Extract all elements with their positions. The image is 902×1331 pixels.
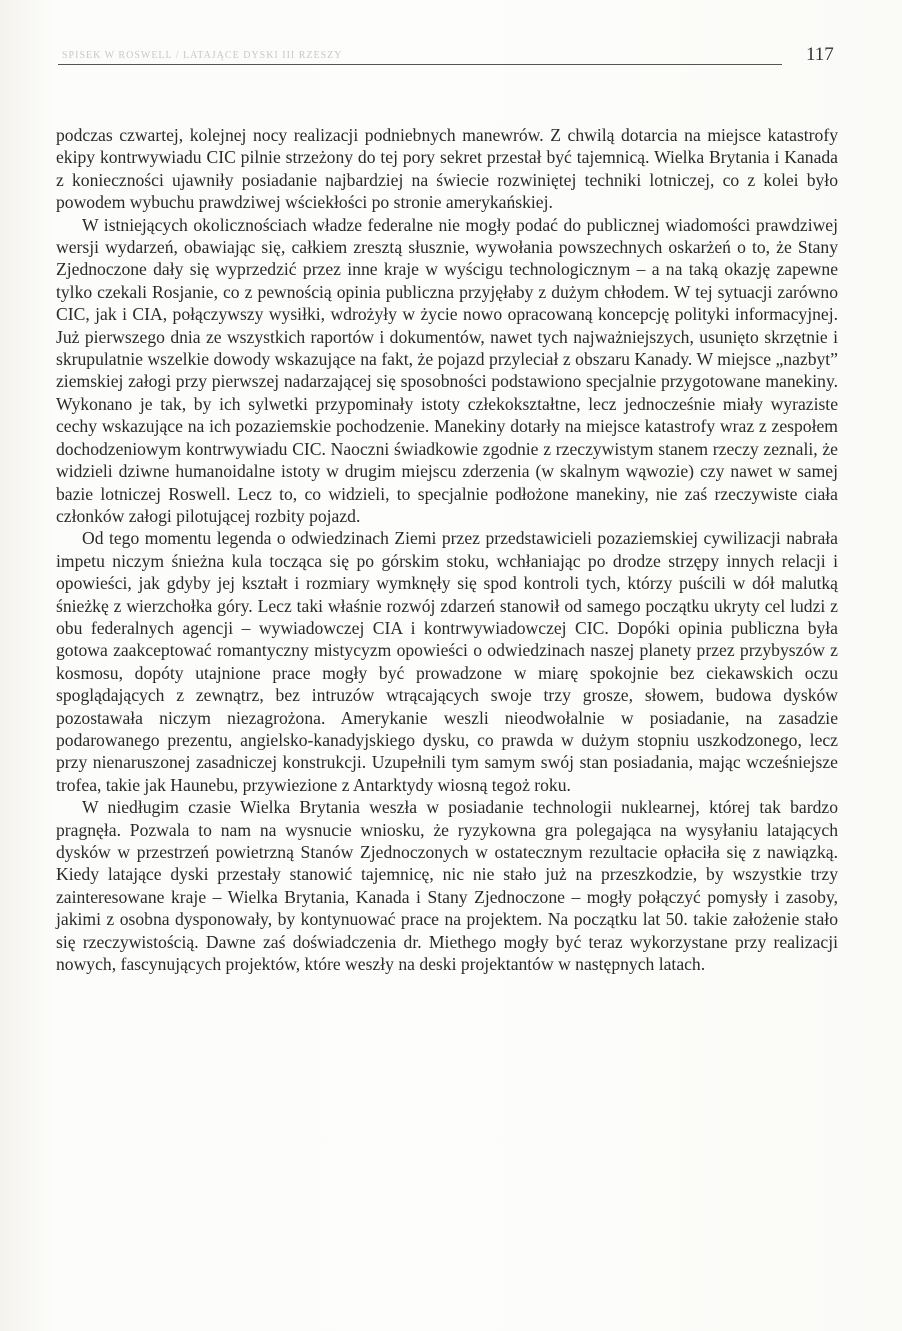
header-rule [58, 64, 782, 65]
paragraph-3: Od tego momentu legenda o odwiedzinach Ziemi przez przedstawicieli pozaziemskiej cywilizacji nabrała impetu niczym śnieżna kula tocząca się po górskim stoku, wchłaniając po drodze strzępy innych relacji i opowieści, jak gdyby jej kształt i rozmiary wymknęły się spod kontroli tych, którzy puścili w dół malutką śnieżkę z wierzchołka góry. Lecz taki właśnie rozwój zdarzeń stanowił od samego początku ukryty cel ludzi z obu federalnych agencji – wywiadowczej CIA i kontrwywiadowczej CIC. Dopóki opinia publiczna była gotowa zaakceptować romantyczny mistycyzm opowieści o odwiedzinach naszej planety przez przybyszów z kosmosu, dopóty utajnione prace mogły być prowadzone w miarę spokojnie bez ciekawskich oczu spoglądających z zewnątrz, bez intruzów wtrącających swoje trzy grosze, słowem, budowa dysków pozostawała niczym niezagrożona. Amerykanie weszli nieodwołalnie w posiadanie, na zasadzie podarowanego prezentu, angielsko-kanadyjskiego dysku, co prawda w dużym stopniu uszkodzonego, lecz przy nienaruszonej zasadniczej konstrukcji. Uzupełnili tym samym swój stan posiadania, mając wcześniejsze trofea, takie jak Haunebu, przywiezione z Antarktydy wiosną tegoż roku. [56, 528, 838, 795]
page-number: 117 [806, 44, 834, 65]
body-text [56, 124, 838, 975]
paragraph-4: W niedługim czasie Wielka Brytania weszła w posiadanie technologii nuklearnej, której tak bardzo pragnęła. Pozwala to nam na wysnucie wniosku, że ryzykowna gra polegająca na wysyłaniu latających dysków w przestrzeń powietrzną Stanów Zjednoczonych w ostatecznym rezultacie opłaciła się z nawiązką. Kiedy latające dyski przestały stanowić tajemnicę, nic nie stało już na przeszkodzie, by wszystkie trzy zainteresowane kraje – Wielka Brytania, Kanada i Stany Zjednoczone – mogły połączyć pomysły i zasoby, jakimi z osobna dysponowały, by kontynuować prace na projektem. Na początku lat 50. takie założenie stało się rzeczywistością. Dawne zaś doświadczenia dr. Miethego mogły być teraz wykorzystane przy realizacji nowych, fascynujących projektów, które weszły na deski projektantów w następnych latach. [56, 797, 838, 975]
paragraph-2: W istniejących okolicznościach władze federalne nie mogły podać do publicznej wiadomości prawdziwej wersji wydarzeń, obawiając się, całkiem zresztą słusznie, wywołania powszechnych oskarżeń o to, że Stany Zjednoczone dały się wyprzedzić przez inne kraje w wyścigu technologicznym – a na taką okazję zapewne tylko czekali Rosjanie, co z pewnością opinia publiczna przyjęłaby z dużym chłodem. W tej sytuacji zarówno CIC, jak i CIA, połączywszy wysiłki, wdrożyły w życie nowo opracowaną koncepcję polityki informacyjnej. Już pierwszego dnia ze wszystkich raportów i dokumentów, nawet tych najważniejszych, usunięto skrzętnie i skrupulatnie wszelkie dowody wskazujące na fakt, że pojazd przyleciał z obszaru Kanady. W miejsce „nazbyt” ziemskiej załogi przy pierwszej nadarzającej się sposobności podstawiono specjalnie przygotowane manekiny. Wykonano je tak, by ich sylwetki przypominały istoty człekokształtne, lecz jednocześnie miały wyraziste cechy wskazujące na ich pozaziemskie pochodzenie. Manekiny dotarły na miejsce katastrofy wraz z zespołem dochodzeniowym kontrwywiadu CIC. Naoczni świadkowie zgodnie z rzeczywistym stanem rzeczy zeznali, że widzieli dziwne humanoidalne istoty w drugim miejscu zderzenia (w skalnym wąwozie) czy nawet w samej bazie lotniczej Roswell. Lecz to, co widzieli, to specjalnie podłożone manekiny, nie zaś rzeczywiste ciała członków załogi pilotującej rozbity pojazd. [56, 214, 838, 526]
paragraph-1: podczas czwartej, kolejnej nocy realizacji podniebnych manewrów. Z chwilą dotarcia na miejsce katastrofy ekipy kontrwywiadu CIC pilnie strzeżony do tej pory sekret przestał być tajemnicą. Wielka Brytania i Kanada z konieczności ujawniły posiadanie najbardziej na świecie rozwiniętej techniki lotniczej, co z kolei było powodem wybuchu prawdziwej wściekłości po stronie amerykańskiej. [56, 125, 838, 213]
running-head: SPISEK W ROSWELL / LATAJĄCE DYSKI III RZESZY [62, 50, 343, 61]
